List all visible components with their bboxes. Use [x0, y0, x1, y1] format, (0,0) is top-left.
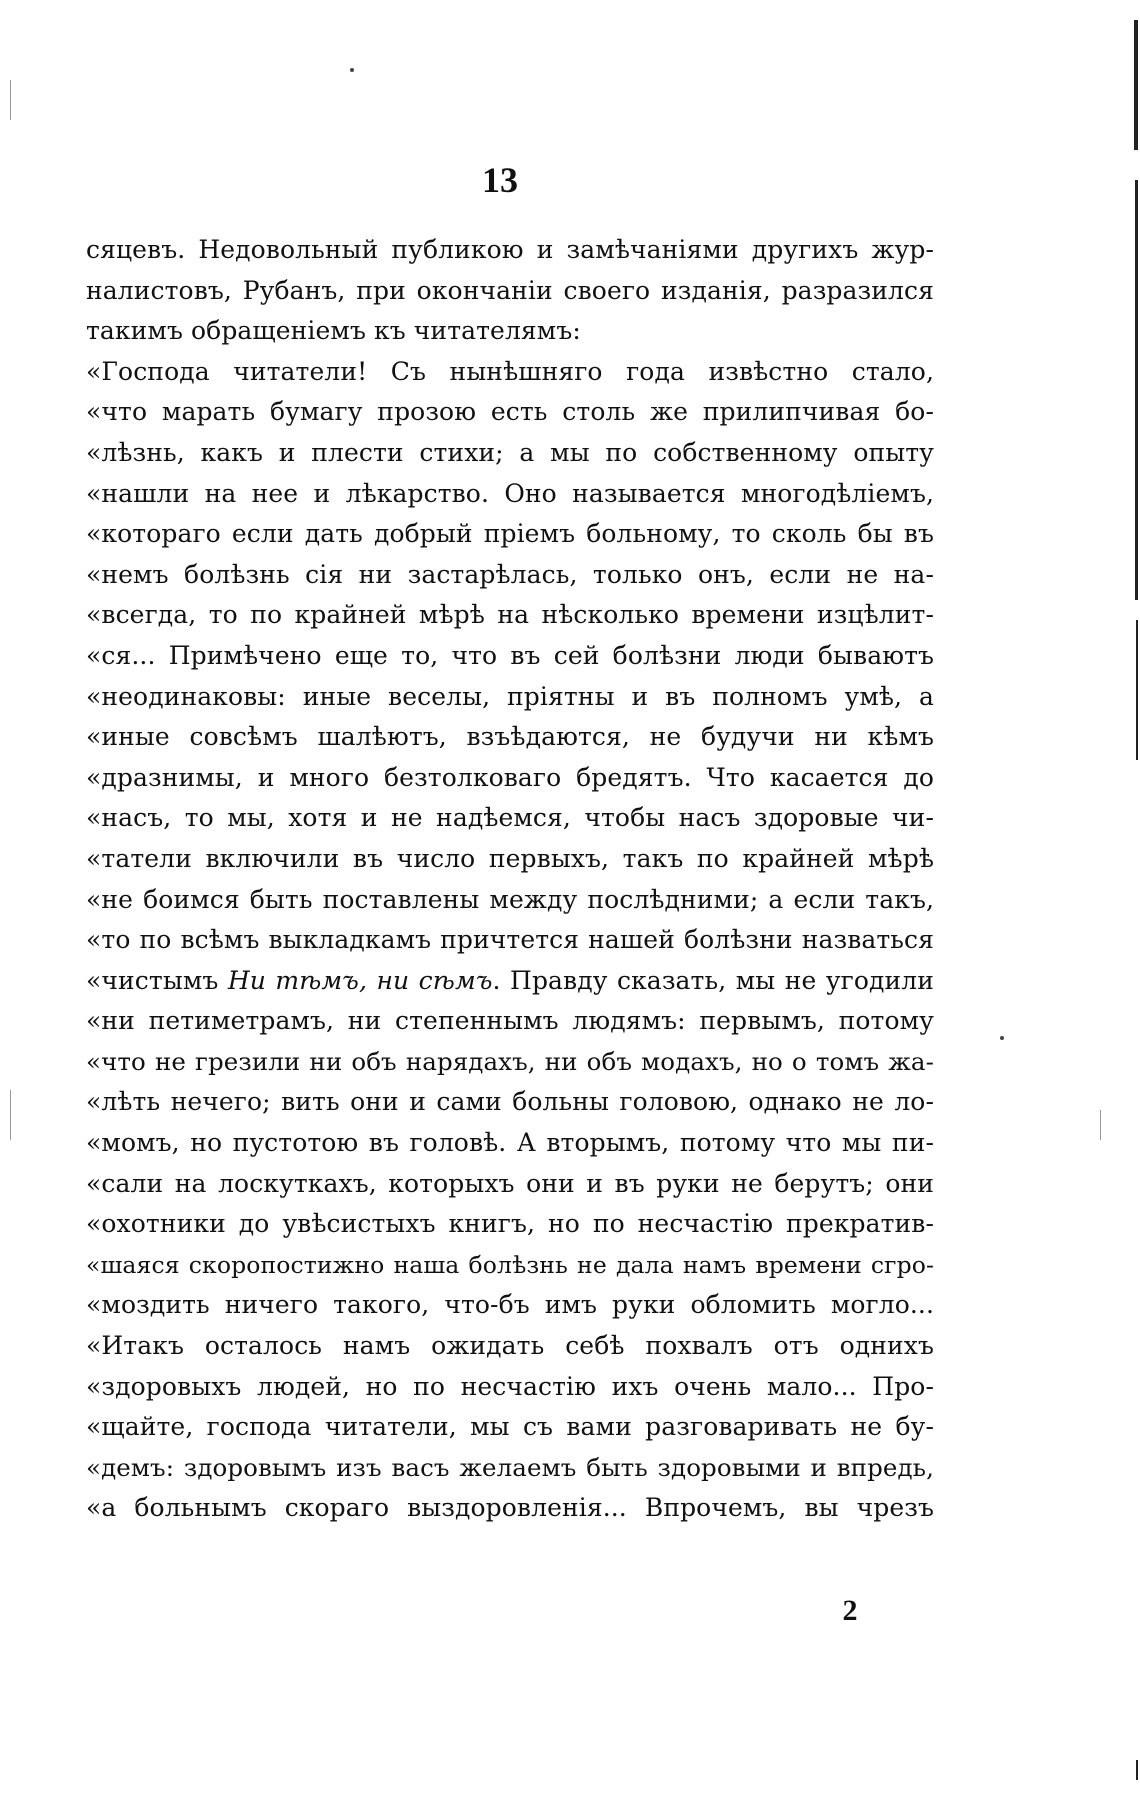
text-line: «неодинаковы: иные веселы, пріятны и въ полномъ умѣ, а	[86, 681, 934, 711]
text-line: сяцевъ. Недовольный публикою и замѣчаніями другихъ жур-	[86, 235, 934, 264]
scan-mark	[10, 80, 11, 120]
text-line: такимъ обращеніемъ къ читателямъ:	[86, 316, 581, 346]
text-line: «моздить ничего такого, что-бъ имъ руки обломить могло...	[86, 1290, 934, 1320]
text-line: «лѣзнь, какъ и плести стихи; а мы по собственному опыту	[86, 437, 934, 467]
text-line: «здоровыхъ людей, но по несчастію ихъ очень мало... Про-	[86, 1371, 934, 1401]
text-line: «что марать бумагу прозою есть столь же прилипчивая бо-	[86, 397, 934, 427]
edge-mark	[1134, 20, 1138, 150]
italic-title: Ни тѣмъ, ни сѣмъ	[227, 965, 493, 995]
scan-mark	[10, 1090, 11, 1140]
text-line: «щайте, господа читатели, мы съ вами разговаривать не бу-	[86, 1412, 934, 1442]
text-line: «иные совсѣмъ шалѣютъ, взъѣдаются, не будучи ни кѣмъ	[86, 722, 934, 752]
signature-mark: 2	[842, 1594, 858, 1627]
body-text	[86, 230, 934, 1529]
text-line: «ни петиметрамъ, ни степеннымъ людямъ: первымъ, потому	[86, 1006, 934, 1036]
text-line: «момъ, но пустотою въ головѣ. А вторымъ, потому что мы пи-	[86, 1128, 934, 1158]
text-line: «сали на лоскуткахъ, которыхъ они и въ руки не берутъ; они	[86, 1168, 934, 1198]
text-line-with-italic: «чистымъ Ни тѣмъ, ни сѣмъ. Правду сказать, мы не угодили	[86, 965, 934, 995]
text-line: «что не грезили ни объ нарядахъ, ни объ модахъ, но о томъ жа-	[86, 1046, 934, 1076]
text-line: «нашли на нее и лѣкарство. Оно называется многодѣліемъ,	[86, 478, 934, 508]
text-line: «ся... Примѣчено еще то, что въ сей болѣзни люди бываютъ	[86, 640, 934, 670]
text-line: «шаяся скоропостижно наша болѣзнь не дала намъ времени сгро-	[86, 1250, 934, 1279]
text-line: «то по всѣмъ выкладкамъ причтется нашей болѣзни назваться	[86, 925, 934, 955]
text-line: «всегда, то по крайней мѣрѣ на нѣсколько времени изцѣлит-	[86, 600, 934, 630]
binding-edge	[1132, 0, 1140, 1818]
text-line: «Господа читатели! Съ нынѣшняго года извѣстно стало,	[86, 356, 934, 386]
text-line: «демъ: здоровымъ изъ васъ желаемъ быть здоровыми и впредь,	[86, 1452, 934, 1482]
text-line: «лѣть нечего; вить они и сами больны головою, однако не ло-	[86, 1087, 934, 1117]
text-line: «дразнимы, и много безтолковаго бредятъ. Что касается до	[86, 762, 934, 792]
text-line: «охотники до увѣсистыхъ книгъ, но по несчастію прекратив-	[86, 1209, 934, 1239]
text-line: налистовъ, Рубанъ, при окончаніи своего изданія, разразился	[86, 275, 934, 305]
text-line: «татели включили въ число первыхъ, такъ по крайней мѣрѣ	[86, 843, 934, 873]
text-line: «не боимся быть поставлены между послѣдними; а если такъ,	[86, 884, 934, 914]
scan-speck	[1000, 1036, 1004, 1040]
page-number: 13	[482, 160, 518, 200]
edge-mark	[1136, 620, 1138, 760]
text-line: «насъ, то мы, хотя и не надѣемся, чтобы насъ здоровые чи-	[86, 803, 934, 833]
edge-mark	[1136, 1760, 1138, 1780]
text-line: «котораго если дать добрый пріемъ больному, то сколь бы въ	[86, 519, 934, 549]
scan-mark	[1100, 1110, 1101, 1140]
scan-speck	[350, 68, 354, 72]
edge-mark	[1135, 180, 1138, 600]
text-line: «Итакъ осталось намъ ожидать себѣ похвалъ отъ однихъ	[86, 1331, 934, 1361]
text-line: «немъ болѣзнь сія ни застарѣлась, только онъ, если не на-	[86, 559, 934, 589]
text-line: «а больнымъ скораго выздоровленія... Впрочемъ, вы чрезъ	[86, 1493, 934, 1523]
